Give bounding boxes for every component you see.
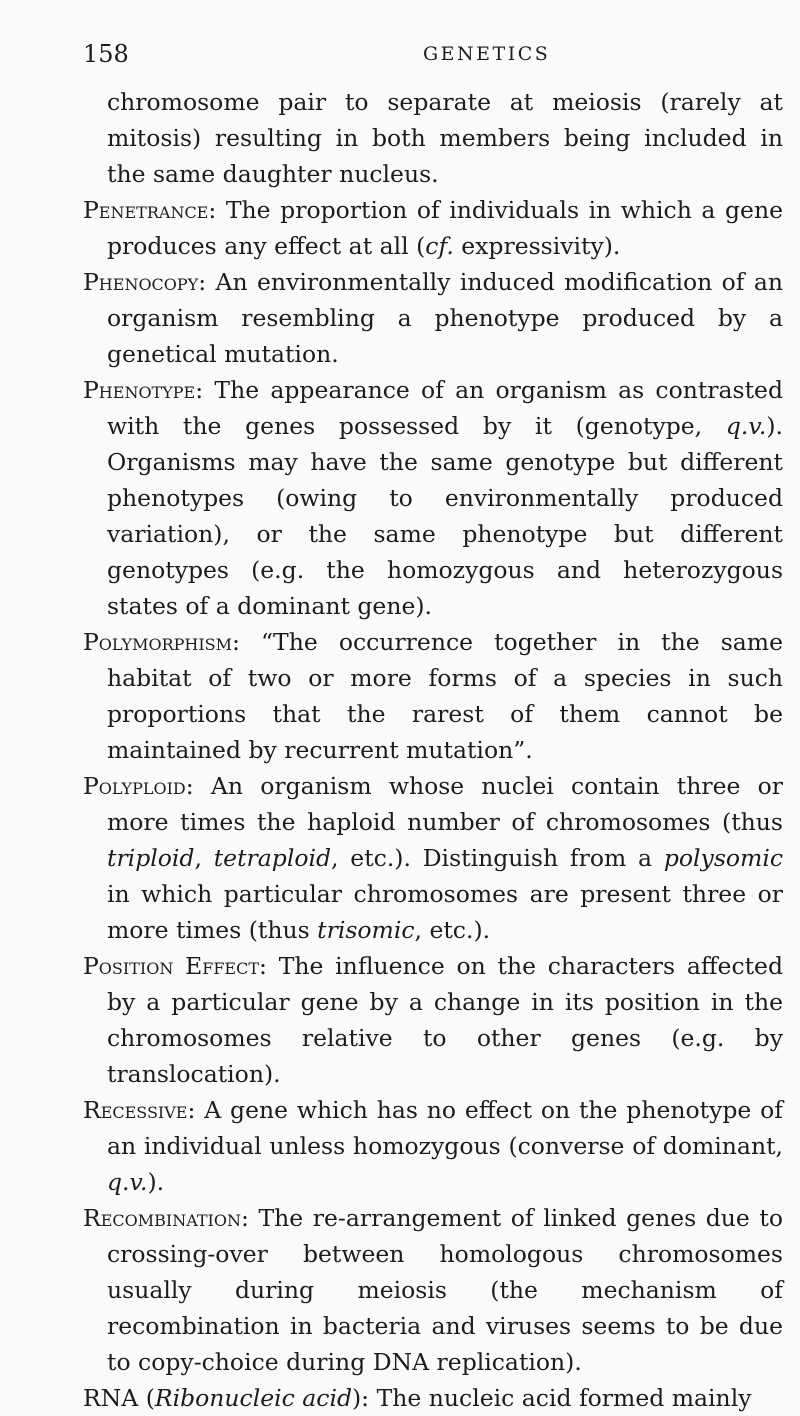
term-separator: : [185,772,211,800]
glossary-entry-recombination [83,1200,783,1380]
term-separator: : [187,1096,205,1124]
entry-definition: ( [138,1384,155,1412]
entry-term: Penetrance [83,196,209,224]
entry-definition: in which particular chromosomes are present three or more times (thus [107,880,783,944]
glossary-body [83,84,783,1416]
entry-definition-italic: polysomic [663,844,783,872]
entry-definition: ): The nucleic acid formed mainly [352,1384,752,1412]
page-number: 158 [83,40,129,68]
term-separator: : [195,376,215,404]
entry-definition: The re-arrangement of linked genes due to crossing-over between homologous chromosomes usually during meiosis (the mechanism of recombination in bacteria and viruses seems to be due to copy-choice during DNA replication). [107,1204,783,1376]
entry-definition: An organism whose nuclei contain three or more times the haploid number of chromosomes (thus [107,772,783,836]
entry-term: Phenotype [83,376,196,404]
continuation-text: chromosome pair to separate at meiosis (rarely at mitosis) resulting in both members being included in the same daughter nucleus. [107,88,783,188]
glossary-entry-phenotype [83,372,783,624]
entry-definition: “The occurrence together in the same habitat of two or more forms of a species in such proportions that the rarest of them cannot be maintained by recurrent mutation”. [107,628,783,764]
glossary-entry-polyploid [83,768,783,948]
entry-definition: An environmentally induced modification of an organism resembling a phenotype produced by a genetical mutation. [107,268,783,368]
entry-definition: ). [147,1168,165,1196]
glossary-entry-recessive [83,1092,783,1200]
entry-definition-italic: tetraploid [213,844,332,872]
entry-definition: The influence on the characters affected by a particular gene by a change in its position in the chromosomes relative to other genes (e.g. by translocation). [107,952,784,1088]
entry-definition-italic: triploid [107,844,195,872]
entry-term: Recessive [83,1096,188,1124]
term-separator: : [198,268,216,296]
page-header [83,40,783,80]
entry-definition-italic: q.v. [725,412,767,440]
entry-definition-italic: trisomic [317,916,415,944]
entry-definition: , etc.). [414,916,491,944]
entry-definition: The proportion of individuals in which a gene produces any effect at all ( [107,196,783,260]
term-separator: : [208,196,226,224]
entry-term: Recombination [83,1204,241,1232]
entry-term: Polyploid [83,772,186,800]
entry-term: RNA [83,1384,139,1412]
entry-term: Position Effect [83,952,260,980]
entry-definition: A gene which has no effect on the phenotype of an individual unless homozygous (converse of dominant, [107,1096,783,1160]
glossary-entry-position-effect [83,948,783,1092]
entry-definition: , etc.). Distinguish from a [331,844,664,872]
term-separator: : [259,952,279,980]
term-separator: : [240,1204,259,1232]
glossary-entry-phenocopy [83,264,783,372]
entry-definition-italic: q.v. [107,1168,148,1196]
entry-definition: , [194,844,214,872]
entry-definition: ). Organisms may have the same genotype but different phenotypes (owing to environmentally produced variation), or the same phenotype but different genotypes (e.g. the homozygous and heterozygous states of a dominant gene). [107,412,783,620]
glossary-entry-penetrance [83,192,783,264]
entry-term: Phenocopy [83,268,199,296]
running-head: GENETICS [423,43,551,65]
entry-term: Polymorphism [83,628,233,656]
entry-definition: expressivity). [453,232,621,260]
glossary-entry-polymorphism [83,624,783,768]
glossary-entry-rna [83,1380,783,1416]
entry-definition-italic: cf. [425,232,454,260]
entry-definition: The appearance of an organism as contrasted with the genes possessed by it (genotype, [107,376,784,440]
term-separator: : [232,628,262,656]
entry-definition-italic: Ribonucleic acid [154,1384,353,1412]
